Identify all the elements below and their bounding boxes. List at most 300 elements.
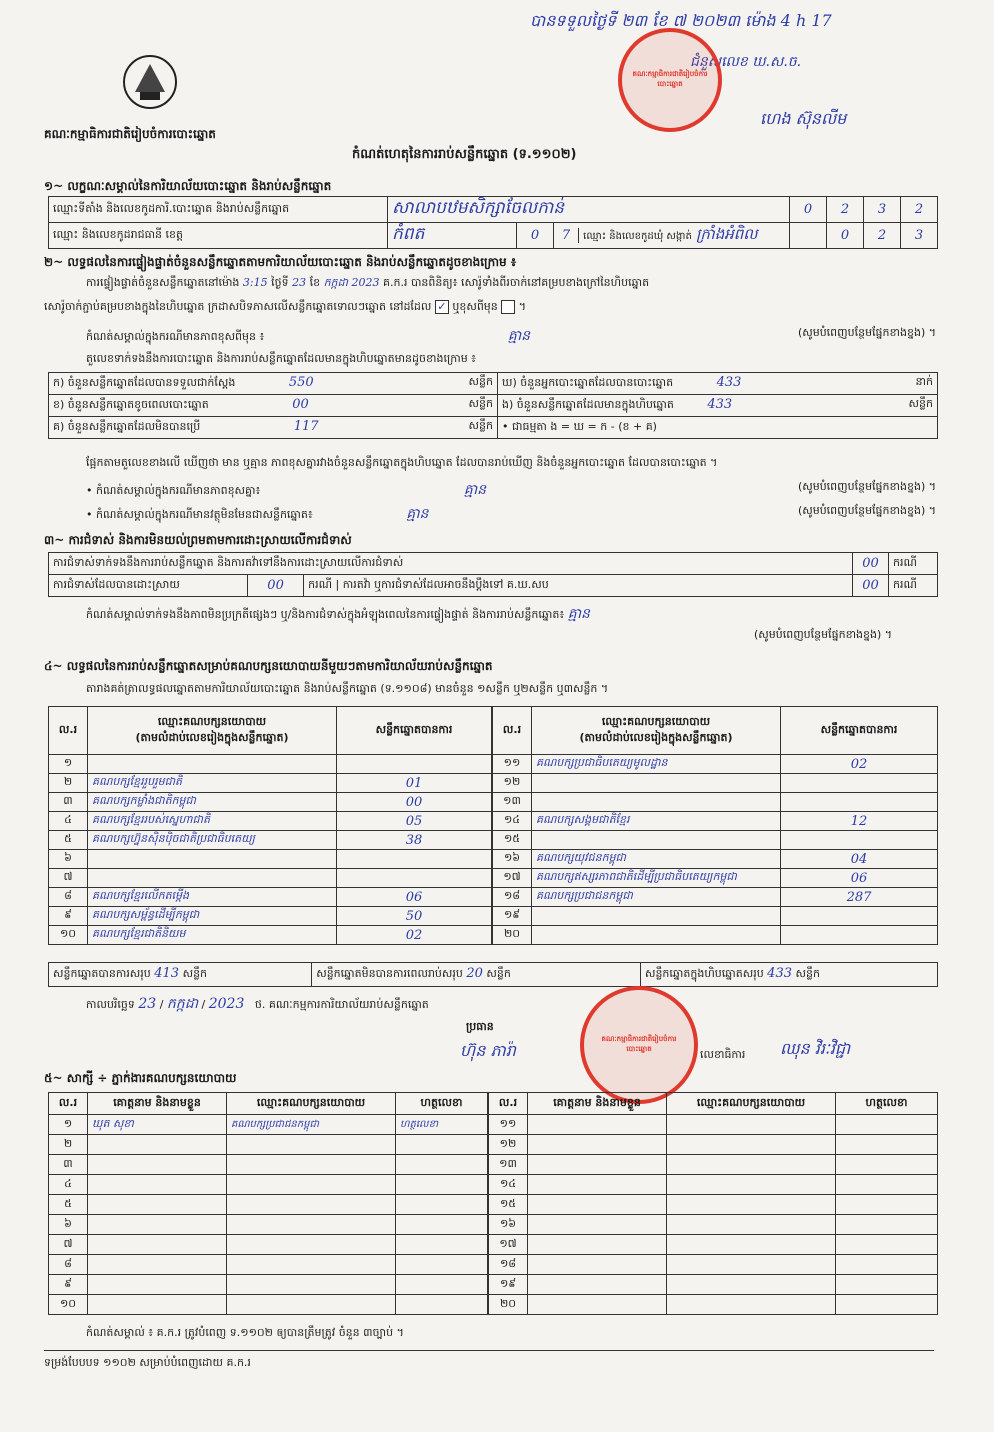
result-row bbox=[493, 888, 938, 907]
witness-row bbox=[49, 1175, 488, 1195]
footer-form-code: ទម្រង់បែបបទ ១១០២ សម្រាប់បំពេញដោយ គ.ក.រ bbox=[44, 1356, 251, 1369]
witness-party bbox=[667, 1115, 836, 1135]
result-party: គណបក្សយុវជនកម្ពុជា bbox=[532, 850, 781, 869]
result-no: ១៤ bbox=[493, 812, 532, 831]
result-no: ២ bbox=[49, 774, 88, 793]
result-row bbox=[493, 812, 938, 831]
witness-row bbox=[49, 1135, 488, 1155]
result-party bbox=[532, 907, 781, 926]
result-row bbox=[49, 850, 492, 869]
total-valid bbox=[49, 963, 312, 987]
witness-party bbox=[227, 1215, 396, 1235]
unchanged-checkbox[interactable]: ✓ bbox=[435, 300, 449, 314]
section1-title: ១~ លក្ខណៈសម្គាល់នៃការិយាល័យបោះឆ្នោត និងរាប់សន្លឹកឆ្នោត bbox=[44, 179, 332, 193]
witness-name bbox=[528, 1215, 667, 1235]
result-row bbox=[493, 793, 938, 812]
received-value: 550 bbox=[288, 375, 314, 390]
result-party: គណបក្សឥស្សរភាពជាតិដើម្បីប្រជាធិបតេយ្យកម្ពុជា bbox=[532, 869, 781, 888]
resolved-label: ការជំទាស់ដែលបានដោះស្រាយ bbox=[49, 575, 248, 597]
witness-party bbox=[227, 1235, 396, 1255]
result-party: គណបក្សកម្លាំងជាតិកម្ពុជា bbox=[88, 793, 337, 812]
total-invalid-label: សន្លឹកឆ្នោតមិនបានការពេលរាប់សរុប bbox=[316, 967, 463, 980]
witness-row bbox=[489, 1255, 938, 1275]
date-month: កក្កដា bbox=[166, 996, 199, 1012]
result-no: ១៥ bbox=[493, 831, 532, 850]
witness-row bbox=[49, 1195, 488, 1215]
verification-text-1: ការផ្ទៀងផ្ទាត់ចំនួនសន្លឹកឆ្នោតនៅម៉ោង bbox=[86, 276, 240, 289]
witness-no: ៨ bbox=[49, 1255, 88, 1275]
official-stamp-bottom bbox=[580, 986, 698, 1104]
result-row bbox=[49, 774, 492, 793]
commission-name: គណៈកម្មាធិការជាតិរៀបចំការបោះឆ្នោត bbox=[44, 127, 216, 141]
witness-signature bbox=[396, 1175, 488, 1195]
result-party bbox=[88, 869, 337, 888]
col-party-sub: (តាមលំដាប់លេខរៀងក្នុងសន្លឹកឆ្នោត) bbox=[135, 730, 289, 744]
result-party bbox=[88, 755, 337, 774]
result-party: គណបក្សប្រជាជនកម្ពុជា bbox=[532, 888, 781, 907]
col-votes-right: សន្លឹកឆ្នោតបានការ bbox=[781, 707, 938, 755]
result-row bbox=[49, 755, 492, 774]
station-code-2: 2 bbox=[827, 197, 864, 223]
witness-name bbox=[88, 1255, 227, 1275]
witness-row bbox=[489, 1195, 938, 1215]
col-party-right-sub: (តាមលំដាប់លេខរៀងក្នុងសន្លឹកឆ្នោត) bbox=[579, 730, 733, 744]
witness-no: ១៦ bbox=[489, 1215, 528, 1235]
witness-no: ១០ bbox=[49, 1295, 88, 1315]
result-row bbox=[493, 755, 938, 774]
bullet1-value: គ្មាន bbox=[463, 482, 487, 498]
result-votes bbox=[781, 774, 938, 793]
bullet2-label: • កំណត់សម្គាល់ក្នុងករណីមានវត្ថុមិនមែនជាសន្លឹកឆ្នោត៖ bbox=[86, 508, 313, 521]
result-votes: 02 bbox=[337, 926, 492, 945]
form-title: កំណត់ហេតុនៃការរាប់សន្លឹកឆ្នោត (ទ.១១០២) bbox=[352, 147, 577, 162]
result-row bbox=[493, 869, 938, 888]
appeal-label: ការតវ៉ា ឬការជំទាស់ដែលអាចនឹងប្តឹងទៅ គ.ឃ.សប bbox=[342, 577, 549, 591]
commission-logo-icon bbox=[120, 52, 180, 112]
results-table-right bbox=[492, 706, 938, 945]
verification-year: 2023 bbox=[351, 276, 380, 289]
province-code-1: 0 bbox=[517, 223, 554, 249]
total-invalid-value: 20 bbox=[466, 966, 483, 981]
witness-party bbox=[227, 1155, 396, 1175]
irregularities-value: គ្មាន bbox=[567, 606, 590, 622]
verification-month-label: ខែ bbox=[309, 276, 321, 289]
result-votes: 38 bbox=[337, 831, 492, 850]
witness-row bbox=[489, 1215, 938, 1235]
section5-title: ៥~ សាក្សី ÷ ភ្នាក់ងារគណបក្សនយោបាយ bbox=[44, 1071, 237, 1085]
witness-no: ១៩ bbox=[489, 1275, 528, 1295]
result-no: ១៣ bbox=[493, 793, 532, 812]
witness-col-party-right: ឈ្មោះគណបក្សនយោបាយ bbox=[667, 1093, 836, 1115]
date-label: កាលបរិច្ឆេទ bbox=[86, 998, 135, 1011]
handwritten-signature-right: ហេង ស៊ុនលីម bbox=[760, 109, 847, 128]
result-row bbox=[49, 831, 492, 850]
station-name: សាលាបឋមសិក្សាចែលកាន់ bbox=[388, 197, 790, 223]
result-no: ១៨ bbox=[493, 888, 532, 907]
result-no: ៣ bbox=[49, 793, 88, 812]
result-votes: 05 bbox=[337, 812, 492, 831]
spoiled-label: ខ) ចំនួនសន្លឹកឆ្នោតខូចពេលបោះឆ្នោត bbox=[53, 398, 209, 411]
result-party: គណបក្សខ្មែរជាតិនិយម bbox=[88, 926, 337, 945]
stamp-top-text: គណៈកម្មាធិការជាតិរៀបចំការបោះឆ្នោត bbox=[632, 70, 708, 88]
station-code-4: 2 bbox=[901, 197, 938, 223]
in-box-row bbox=[498, 395, 938, 417]
witness-party bbox=[667, 1255, 836, 1275]
witness-no: ១៤ bbox=[489, 1175, 528, 1195]
witness-name bbox=[528, 1235, 667, 1255]
resolved-unit: ករណី bbox=[308, 577, 333, 591]
result-party bbox=[532, 831, 781, 850]
witness-signature bbox=[836, 1255, 938, 1275]
witness-no: ១៧ bbox=[489, 1235, 528, 1255]
witness-party bbox=[667, 1135, 836, 1155]
witness-signature bbox=[396, 1255, 488, 1275]
verification-day-label: ថ្ងៃទី bbox=[271, 276, 289, 289]
ballot-figures-table bbox=[48, 372, 938, 439]
result-votes bbox=[337, 869, 492, 888]
unused-value: 117 bbox=[293, 419, 319, 434]
footer-divider bbox=[44, 1350, 934, 1351]
witness-party: គណបក្សប្រជាជនកម្ពុជា bbox=[227, 1115, 396, 1135]
result-party: គណបក្សខ្មែរលើកតម្កើង bbox=[88, 888, 337, 907]
result-no: ១១ bbox=[493, 755, 532, 774]
total-valid-label: សន្លឹកឆ្នោតបានការសរុប bbox=[53, 967, 151, 980]
difference-note-label: កំណត់សម្គាល់ក្នុងករណីមានភាពខុសពីមុន ៖ bbox=[86, 330, 265, 343]
official-stamp-top bbox=[618, 28, 722, 132]
witness-row bbox=[49, 1255, 488, 1275]
witness-no: ១៨ bbox=[489, 1255, 528, 1275]
commission-sign-label: ថ. គណៈកម្មការការិយាល័យរាប់សន្លឹកឆ្នោត bbox=[254, 998, 429, 1011]
commune-code-2: 2 bbox=[864, 223, 901, 249]
witness-row bbox=[489, 1235, 938, 1255]
unused-ballots-row bbox=[49, 417, 498, 439]
result-no: ៧ bbox=[49, 869, 88, 888]
witness-col-no-right: ល.រ bbox=[489, 1093, 528, 1115]
handwritten-receipt-note-2: ជំនួសលេខ ឃ.ស.ច. bbox=[690, 54, 802, 70]
result-votes bbox=[781, 831, 938, 850]
witness-party bbox=[227, 1135, 396, 1155]
witness-no: ៣ bbox=[49, 1155, 88, 1175]
witness-signature bbox=[836, 1295, 938, 1315]
col-party bbox=[88, 707, 337, 755]
witness-no: ៦ bbox=[49, 1215, 88, 1235]
result-sheets-line: តារាងគត់ត្រាលទ្ធផលឆ្នោតតាមការិយាល័យបោះឆ្នោត និងរាប់សន្លឹកឆ្នោត (ទ.១១០៨) មានចំនួន ១សន្លឹក ឬ២សន្លឹក ឬ៣សន្លឹក ។ bbox=[86, 682, 609, 695]
result-no: ៦ bbox=[49, 850, 88, 869]
result-no: ១០ bbox=[49, 926, 88, 945]
result-no: ៤ bbox=[49, 812, 88, 831]
voted-row bbox=[498, 373, 938, 395]
result-votes: 00 bbox=[337, 793, 492, 812]
witness-signature bbox=[836, 1115, 938, 1135]
bullet-difference bbox=[86, 480, 936, 501]
in-box-unit: សន្លឹក bbox=[908, 397, 933, 410]
witness-name bbox=[88, 1195, 227, 1215]
secretary-signature: ឈុន វិរៈវិជ្ជា bbox=[780, 1039, 851, 1058]
result-votes: 50 bbox=[337, 907, 492, 926]
witness-no: ២០ bbox=[489, 1295, 528, 1315]
witness-name bbox=[528, 1255, 667, 1275]
province-code-2: 7 bbox=[554, 228, 579, 243]
witness-row bbox=[49, 1235, 488, 1255]
result-row bbox=[49, 888, 492, 907]
result-no: ៩ bbox=[49, 907, 88, 926]
date-day: 23 bbox=[138, 996, 157, 1012]
witness-party bbox=[667, 1235, 836, 1255]
objections-value: 00 bbox=[853, 553, 889, 575]
witness-signature bbox=[396, 1135, 488, 1155]
witness-col-no: ល.រ bbox=[49, 1093, 88, 1115]
total-box-label: សន្លឹកឆ្នោតក្នុងហិបឆ្នោតសរុប bbox=[644, 967, 764, 980]
witness-no: ១ bbox=[49, 1115, 88, 1135]
witness-signature bbox=[836, 1195, 938, 1215]
section1-table bbox=[48, 196, 938, 249]
received-ballots-row bbox=[49, 373, 498, 395]
col-party-title: ឈ្មោះគណបក្សនយោបាយ bbox=[157, 714, 267, 728]
spoiled-unit: សន្លឹក bbox=[468, 397, 493, 410]
witness-name bbox=[528, 1175, 667, 1195]
stamp-bottom-text: គណៈកម្មាធិការជាតិរៀបចំការបោះឆ្នោត bbox=[601, 1035, 677, 1053]
result-row bbox=[49, 793, 492, 812]
bullet1-label: • កំណត់សម្គាល់ក្នុងករណីមានភាពខុសគ្នា៖ bbox=[86, 484, 261, 497]
witness-no: ១២ bbox=[489, 1135, 528, 1155]
witness-row bbox=[49, 1155, 488, 1175]
witness-party bbox=[667, 1215, 836, 1235]
result-votes: 06 bbox=[781, 869, 938, 888]
witness-no: ៧ bbox=[49, 1235, 88, 1255]
witness-party bbox=[667, 1155, 836, 1175]
result-row bbox=[493, 774, 938, 793]
verification-line-1 bbox=[86, 276, 946, 292]
col-no-right: ល.រ bbox=[493, 707, 532, 755]
objections-label: ការជំទាស់ទាក់ទងនឹងការរាប់សន្លឹកឆ្នោត និងការតវ៉ាទៅនឹងការដោះស្រាយលើការជំទាស់ bbox=[49, 553, 853, 575]
unused-unit: សន្លឹក bbox=[468, 419, 493, 432]
difference-note-hint: (សូមបំពេញបន្ថែមផ្នែកខាងខ្នង) ។ bbox=[797, 326, 936, 339]
chair-label: ប្រធាន bbox=[466, 1020, 494, 1033]
verification-text-2: គ.ក.រ បានពិនិត្យ៖ សោរ៉ូទាំងពីរចាក់នៅគម្របខាងក្រៅនៃហិបឆ្នោត bbox=[383, 276, 650, 289]
total-valid-unit: សន្លឹក bbox=[182, 967, 208, 980]
province-label: ឈ្មោះ និងលេខកូដរាជធានី ខេត្ត bbox=[49, 223, 388, 249]
difference-note-value: គ្មាន bbox=[507, 328, 531, 344]
result-no: ១៩ bbox=[493, 907, 532, 926]
secretary-label: លេខាធិការ bbox=[700, 1048, 746, 1061]
result-no: ១ bbox=[49, 755, 88, 774]
objections-table bbox=[48, 552, 938, 597]
witness-party bbox=[227, 1275, 396, 1295]
totals-table bbox=[48, 962, 938, 987]
figures-intro: តួលេខទាក់ទងនឹងការបោះឆ្នោត និងការរាប់សន្លឹកឆ្នោតដែលមានក្នុងហិបឆ្នោតមានដូចខាងក្រោម ៖ bbox=[86, 352, 477, 365]
witness-signature: ហត្ថលេខា bbox=[396, 1115, 488, 1135]
witness-no: ១៥ bbox=[489, 1195, 528, 1215]
voted-label: ឃ) ចំនួនអ្នកបោះឆ្នោតដែលបានបោះឆ្នោត bbox=[502, 376, 674, 389]
unused-label: គ) ចំនួនសន្លឹកឆ្នោតដែលមិនបានប្រើ bbox=[53, 420, 201, 433]
date-year: 2023 bbox=[208, 996, 245, 1012]
result-row bbox=[493, 831, 938, 850]
result-row bbox=[49, 907, 492, 926]
witness-party bbox=[227, 1255, 396, 1275]
witness-col-sign: ហត្ថលេខា bbox=[396, 1093, 488, 1115]
witness-col-party: ឈ្មោះគណបក្សនយោបាយ bbox=[227, 1093, 396, 1115]
witness-no: ៩ bbox=[49, 1275, 88, 1295]
witness-row bbox=[49, 1275, 488, 1295]
witness-row bbox=[489, 1155, 938, 1175]
total-invalid-unit: សន្លឹក bbox=[486, 967, 511, 980]
province-code-2-and-commune bbox=[554, 223, 790, 249]
bullet2-hint: (សូមបំពេញបន្ថែមផ្នែកខាងខ្នង) ។ bbox=[797, 504, 936, 517]
witness-party bbox=[667, 1175, 836, 1195]
witness-name bbox=[528, 1275, 667, 1295]
witness-row bbox=[489, 1135, 938, 1155]
result-votes: 06 bbox=[337, 888, 492, 907]
witness-row bbox=[49, 1295, 488, 1315]
witness-name bbox=[88, 1295, 227, 1315]
bullet-foreign-object bbox=[86, 504, 936, 525]
province-name: កំពត bbox=[388, 223, 517, 249]
witness-col-sign-right: ហត្ថលេខា bbox=[836, 1093, 938, 1115]
voted-value: 433 bbox=[716, 375, 742, 390]
station-code-1: 0 bbox=[790, 197, 827, 223]
witness-table-left bbox=[48, 1092, 488, 1315]
changed-checkbox[interactable] bbox=[501, 300, 515, 314]
result-party bbox=[532, 774, 781, 793]
witness-signature bbox=[836, 1155, 938, 1175]
total-box-value: 433 bbox=[767, 966, 792, 981]
result-votes: 12 bbox=[781, 812, 938, 831]
result-votes: 287 bbox=[781, 888, 938, 907]
bullet2-value: គ្មាន bbox=[406, 506, 429, 522]
section4-title: ៤~ លទ្ធផលនៃការរាប់សន្លឹកឆ្នោតសម្រាប់គណបក្សនយោបាយនីមួយៗតាមការិយាល័យរាប់សន្លឹកឆ្នោត bbox=[44, 659, 493, 673]
witness-signature bbox=[396, 1295, 488, 1315]
result-row bbox=[493, 926, 938, 945]
witness-name bbox=[88, 1155, 227, 1175]
appeal-unit: ករណី bbox=[889, 575, 938, 597]
footnote: កំណត់សម្គាល់ ៖ គ.ក.រ ត្រូវបំពេញ ទ.១១០២ ឲ្យបានត្រឹមត្រូវ ចំនួន ៣ច្បាប់ ។ bbox=[86, 1326, 404, 1339]
witness-name: ឃុត សុខា bbox=[88, 1115, 227, 1135]
verification-line-2: សោរ៉ូចាក់ភ្ជាប់គម្របខាងក្នុងនៃហិបឆ្នោត ក្រដាសបិទភាសលើសន្លឹកឆ្នោតទោលៗឆ្នោត នៅដដែល ✓ ឬខុសពីមុន ។ bbox=[44, 300, 527, 313]
result-votes bbox=[337, 850, 492, 869]
resolved-unit-and-appeal: ករណី | ការតវ៉ា ឬការជំទាស់ដែលអាចនឹងប្តឹងទៅ គ.ឃ.សប bbox=[304, 575, 853, 597]
section2-title: ២~ លទ្ធផលនៃការផ្ទៀងផ្ទាត់ចំនួនសន្លឹកឆ្នោតតាមការិយាល័យបោះឆ្នោត និងរាប់សន្លឹកឆ្នោតដូចខាងក្រោម ៖ bbox=[44, 255, 517, 269]
spoiled-ballots-row bbox=[49, 395, 498, 417]
result-votes bbox=[781, 907, 938, 926]
received-unit: សន្លឹក bbox=[468, 375, 493, 388]
date-line: កាលបរិច្ឆេទ 23 / កក្កដា / 2023 ថ. គណៈកម្មការការិយាល័យរាប់សន្លឹកឆ្នោត bbox=[86, 996, 429, 1012]
witness-name bbox=[528, 1115, 667, 1135]
result-party bbox=[88, 850, 337, 869]
irregularities-hint: (សូមបំពេញបន្ថែមផ្នែកខាងខ្នង) ។ bbox=[754, 628, 893, 641]
col-party-right-title: ឈ្មោះគណបក្សនយោបាយ bbox=[601, 714, 711, 728]
formula-row: • ជាធម្មតា ង = ឃ = ក - (ខ + គ) bbox=[498, 417, 938, 439]
result-party bbox=[532, 926, 781, 945]
result-party: គណបក្សសង្គមជាតិខ្មែរ bbox=[532, 812, 781, 831]
verification-time: 3:15 bbox=[242, 276, 268, 289]
witness-col-name-right: គោត្តនាម និងនាមខ្លួន bbox=[528, 1093, 667, 1115]
total-box bbox=[640, 963, 937, 987]
station-code-3: 3 bbox=[864, 197, 901, 223]
witness-signature bbox=[836, 1215, 938, 1235]
total-invalid bbox=[312, 963, 641, 987]
received-label: ក) ចំនួនសន្លឹកឆ្នោតដែលបានទទួលជាក់ស្តែង bbox=[53, 376, 236, 389]
results-table-left bbox=[48, 706, 492, 945]
witness-party bbox=[227, 1175, 396, 1195]
total-box-unit: សន្លឹក bbox=[795, 967, 820, 980]
result-party: គណបក្សហ្វ៊ុនស៊ិនប៉ិចជាតិប្រជាធិបតេយ្យ bbox=[88, 831, 337, 850]
witness-party bbox=[227, 1195, 396, 1215]
witness-no: ៥ bbox=[49, 1195, 88, 1215]
witness-signature bbox=[396, 1155, 488, 1175]
witness-row bbox=[489, 1275, 938, 1295]
witness-row bbox=[49, 1215, 488, 1235]
witness-name bbox=[88, 1135, 227, 1155]
result-no: ១៧ bbox=[493, 869, 532, 888]
witness-no: ១១ bbox=[489, 1115, 528, 1135]
witness-name bbox=[88, 1275, 227, 1295]
appeal-value: 00 bbox=[853, 575, 889, 597]
result-party: គណបក្សសម្ព័ន្ធដើម្បីកម្ពុជា bbox=[88, 907, 337, 926]
result-party: គណបក្សខ្មែររបស់ស្នេហាជាតិ bbox=[88, 812, 337, 831]
witness-signature bbox=[836, 1175, 938, 1195]
witness-row bbox=[489, 1175, 938, 1195]
result-no: ១៦ bbox=[493, 850, 532, 869]
witness-name bbox=[88, 1235, 227, 1255]
chair-signature: ហ៊ុន ភារ៉ា bbox=[460, 1041, 516, 1060]
result-no: ២០ bbox=[493, 926, 532, 945]
witness-signature bbox=[836, 1275, 938, 1295]
voted-unit: នាក់ bbox=[915, 375, 933, 388]
result-votes bbox=[337, 755, 492, 774]
total-valid-value: 413 bbox=[154, 966, 180, 981]
verification-day: 23 bbox=[292, 276, 307, 289]
witness-name bbox=[88, 1175, 227, 1195]
result-votes: 02 bbox=[781, 755, 938, 774]
col-votes: សន្លឹកឆ្នោតបានការ bbox=[337, 707, 492, 755]
station-label: ឈ្មោះទីតាំង និងលេខកូដការិ.បោះឆ្នោត និងរាប់សន្លឹកឆ្នោត bbox=[49, 197, 388, 223]
col-party-right bbox=[532, 707, 781, 755]
commune-name: ក្រាំងអំពិល bbox=[695, 224, 758, 243]
irregularities-label: កំណត់សម្គាល់ទាក់ទងនឹងភាពមិនប្រក្រតីផ្សេងៗ ឬ/និងការជំទាស់ក្នុងអំឡុងពេលនៃការផ្ទៀងផ្ទាត់ និងការរាប់សន្លឹកឆ្នោត៖ bbox=[86, 608, 565, 621]
witness-signature bbox=[396, 1195, 488, 1215]
result-votes bbox=[781, 793, 938, 812]
witness-signature bbox=[396, 1235, 488, 1255]
witness-name bbox=[528, 1135, 667, 1155]
col-no: ល.រ bbox=[49, 707, 88, 755]
result-no: ៥ bbox=[49, 831, 88, 850]
result-party: គណបក្សខ្មែររួបរួមជាតិ bbox=[88, 774, 337, 793]
witness-signature bbox=[836, 1135, 938, 1155]
verification-text-3: សោរ៉ូចាក់ភ្ជាប់គម្របខាងក្នុងនៃហិបឆ្នោត ក្រដាសបិទភាសលើសន្លឹកឆ្នោតទោលៗឆ្នោត នៅដដែល bbox=[44, 300, 432, 313]
in-box-value: 433 bbox=[707, 397, 733, 412]
changed-label: ឬខុសពីមុន bbox=[452, 300, 498, 313]
result-no: ៨ bbox=[49, 888, 88, 907]
difference-line: ផ្អែកតាមតួលេខខាងលើ ឃើញថា មាន ឬគ្មាន ភាពខុសគ្នារវាងចំនួនសន្លឹកឆ្នោតក្នុងហិបឆ្នោត ដែលបានរាប់ឃើញ និងចំនួនអ្នកបោះឆ្នោត ដែលបានបោះឆ្នោត ។ bbox=[86, 456, 718, 469]
verification-month: កក្កដា bbox=[323, 276, 349, 289]
witness-no: ២ bbox=[49, 1135, 88, 1155]
bullet1-hint: (សូមបំពេញបន្ថែមផ្នែកខាងខ្នង) ។ bbox=[797, 480, 936, 493]
witness-party bbox=[667, 1295, 836, 1315]
difference-note-line bbox=[86, 326, 936, 347]
witness-row bbox=[489, 1295, 938, 1315]
section3-title: ៣~ ការជំទាស់ និងការមិនយល់ព្រមតាមការដោះស្រាយលើការជំទាស់ bbox=[44, 533, 352, 547]
witness-no: ៤ bbox=[49, 1175, 88, 1195]
witness-no: ១៣ bbox=[489, 1155, 528, 1175]
witness-name bbox=[528, 1295, 667, 1315]
result-no: ១២ bbox=[493, 774, 532, 793]
witness-party bbox=[667, 1275, 836, 1295]
irregularities-note bbox=[86, 604, 936, 625]
witness-name bbox=[88, 1215, 227, 1235]
witness-party bbox=[227, 1295, 396, 1315]
witness-signature bbox=[396, 1275, 488, 1295]
witness-party bbox=[667, 1195, 836, 1215]
